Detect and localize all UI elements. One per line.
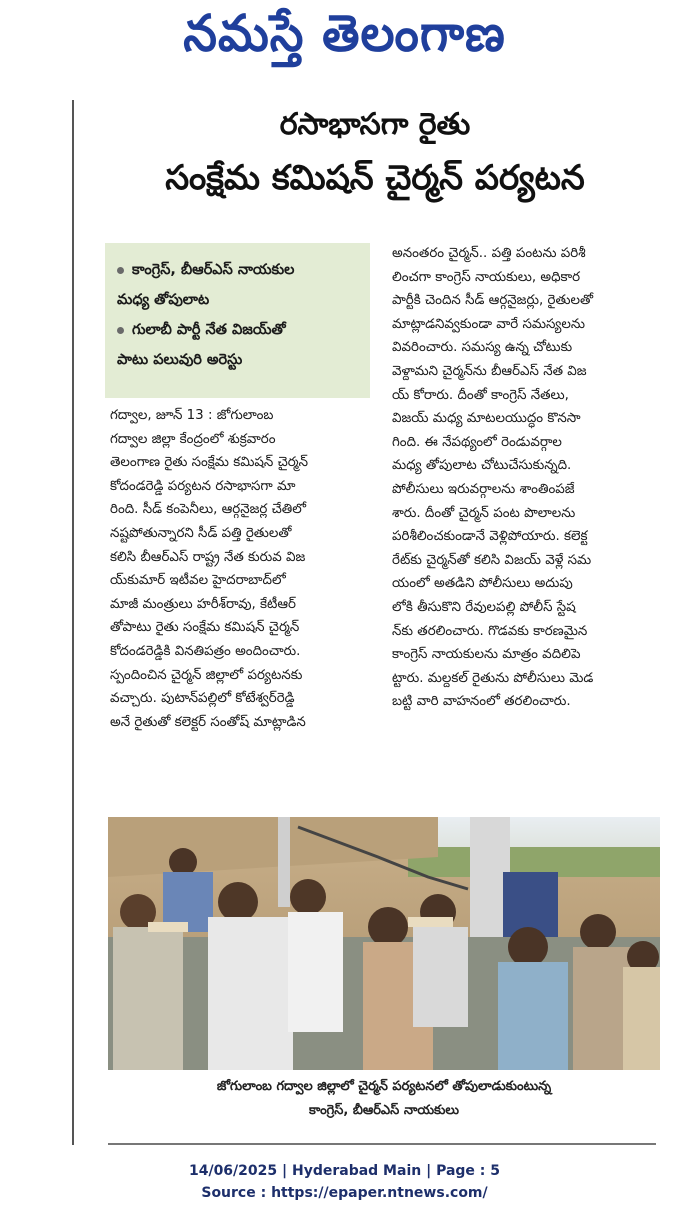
article-line: కలిసి బీఆర్ఎస్ రాష్ట్ర నేత కురువ విజ: [110, 549, 306, 565]
article-line: తెలంగాణ రైతు సంక్షేమ కమిషన్ చైర్మన్: [110, 455, 309, 471]
article-line: మాట్లాడనివ్వకుండా వారే సమస్యలను: [392, 316, 585, 332]
highlights-box: [105, 243, 370, 398]
article-line: మాజీ మంత్రులు హరీశ్‌రావు, కేటీఆర్: [110, 596, 297, 612]
article-line: రేట్‌కు చైర్మన్‌తో కలిసి విజయ్ వెళ్లే సమ: [392, 552, 592, 568]
highlight-1-line-1: కాంగ్రెస్, బీఆర్ఎస్ నాయకుల: [132, 262, 295, 278]
article-line: వెళ్దామని చైర్మన్‌ను బీఆర్ఎస్ నేత విజ: [392, 363, 587, 379]
article-line: అనంతరం చైర్మన్.. పత్తి పంటను పరిశీ: [392, 246, 586, 261]
article-line: రింది. సీడ్ కంపెనీలు, ఆర్గనైజర్ల చేతిలో: [110, 502, 307, 518]
page-footer: [0, 1160, 689, 1204]
headline: [80, 100, 670, 206]
caption-line-1: జోగులాంబ గద్వాల జిల్లాలో చైర్మన్ పర్యటనలో తోపులాడుకుంటున్న: [216, 1079, 552, 1094]
article-line: లించగా కాంగ్రెస్ నాయకులు, అధికార: [392, 269, 581, 285]
highlight-item-1-cont: మధ్య తోపులాట: [117, 292, 210, 308]
article-line: పరిశీలించకుండానే వెళ్లిపోయారు. కలెక్ట: [392, 529, 588, 545]
article-line: కోదండరెడ్డి పర్యటన రసాభాసగా మా: [110, 478, 296, 494]
article-line: స్పందించిన చైర్మన్ జిల్లాలో పర్యటనకు: [110, 667, 303, 683]
article-line: కాంగ్రెస్ నాయకులను మాత్రం వదిలిపె: [392, 647, 581, 663]
article-line: య్ కోరారు. దీంతో కాంగ్రెస్ నేతలు,: [392, 387, 569, 403]
highlight-item-1: [117, 255, 360, 285]
article-line: కోదండరెడ్డికి వినతిపత్రం అందించారు.: [110, 643, 301, 659]
article-line: పోలీసులు ఇరువర్గాలను శాంతింపజే: [392, 481, 575, 497]
article-line: గద్వాల జిల్లా కేంద్రంలో శుక్రవారం: [110, 431, 276, 447]
footer-edition-info: 14/06/2025 | Hyderabad Main | Page : 5: [188, 1163, 501, 1179]
article-line: గద్వాల, జూన్ 13 : జోగులాంబ: [110, 408, 274, 423]
footer-source-link[interactable]: Source : https://epaper.ntnews.com/: [201, 1185, 488, 1201]
article-line: పార్టీకి చెందిన సీడ్ ఆర్గనైజర్లు, రైతులతో: [392, 293, 594, 309]
article-right-column: [392, 242, 654, 714]
article-line: బట్టి వారి వాహనంలో తరలించారు.: [392, 694, 571, 710]
caption-line-2: కాంగ్రెస్, బీఆర్ఎస్ నాయకులు: [308, 1103, 460, 1118]
highlight-2-line-1: గులాబీ పార్టీ నేత విజయ్‌తో: [132, 322, 286, 338]
article-line: య్‌కుమార్ ఇటీవల హైదరాబాద్‌లో: [110, 573, 286, 589]
masthead: [0, 0, 689, 80]
article-line: నష్టపోతున్నారని సీడ్ పత్తి రైతులతో: [110, 525, 292, 541]
article-line: గింది. ఈ నేపథ్యంలో రెండువర్గాల: [392, 434, 562, 450]
headline-line-1: రసాభాసగా రైతు: [279, 107, 471, 142]
crowd-scuffle-photo: [108, 817, 660, 1070]
news-photo: [108, 817, 660, 1070]
bottom-rule: [108, 1143, 656, 1145]
highlight-item-2-cont: పాటు పలువురి అరెస్టు: [117, 352, 243, 368]
article-line: శారు. దీంతో చైర్మన్ పంట పొలాలను: [392, 505, 576, 521]
highlight-item-2: [117, 315, 360, 345]
bullet-icon: [117, 267, 124, 274]
masthead-logo: నమస్తే తెలంగాణ: [183, 4, 506, 64]
photo-caption: [108, 1075, 660, 1123]
article-line: తోపాటు రైతు సంక్షేమ కమిషన్ చైర్మన్: [110, 620, 300, 636]
article-line: న్‌కు తరలించారు. గొడవకు కారణమైన: [392, 623, 588, 639]
bullet-icon: [117, 327, 124, 334]
article-line: వివరించారు. సమస్య ఉన్న చోటుకు: [392, 340, 573, 356]
article-line: యంలో అతడిని పోలీసులు అదుపు: [392, 576, 573, 592]
headline-line-2: సంక్షేమ కమిషన్ చైర్మన్ పర్యటన: [165, 158, 585, 198]
article-line: లోకి తీసుకొని రేవులపల్లి పోలీస్ స్టేష: [392, 599, 576, 615]
article-line: మధ్య తోపులాట చోటుచేసుకున్నది.: [392, 458, 572, 474]
article-line: విజయ్ మధ్య మాటలయుద్ధం కొనసా: [392, 411, 581, 427]
article-line: ట్టారు. మల్దకల్ రైతును పోలీసులు మెడ: [392, 670, 594, 686]
left-column-rule: [72, 100, 74, 1145]
article-line: వచ్చారు. పుటాన్‌పల్లిలో కోటేశ్వర్‌రెడ్డి: [110, 691, 295, 707]
article-left-column: [110, 404, 372, 734]
article-line: అనే రైతుతో కలెక్టర్ సంతోష్ మాట్లాడిన: [110, 714, 306, 730]
